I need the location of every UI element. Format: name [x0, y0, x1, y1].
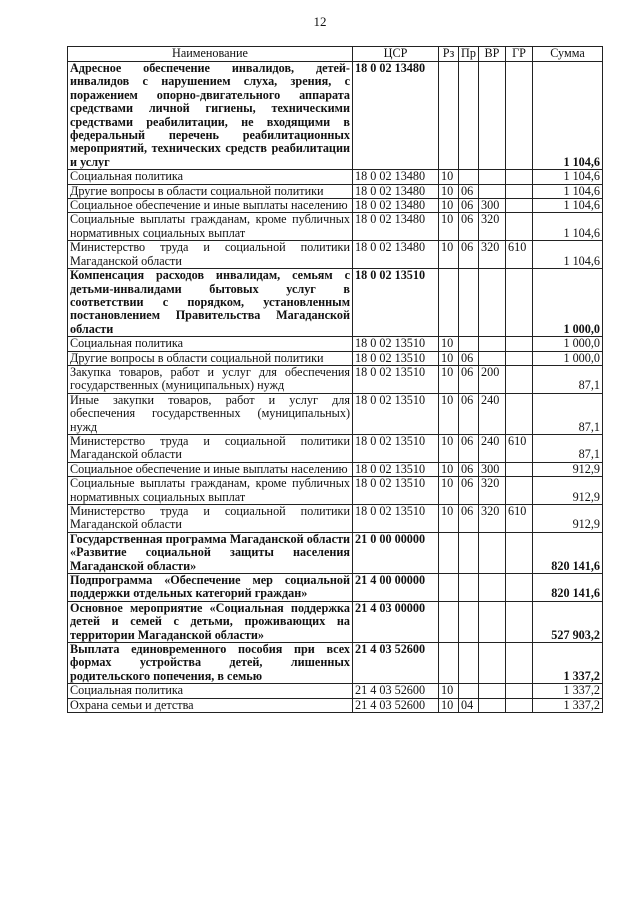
- cell-sum: 1 000,0: [533, 269, 603, 337]
- cell-vr: [479, 62, 506, 170]
- cell-pr: 06: [459, 184, 479, 198]
- cell-name: Закупка товаров, работ и услуг для обеспечения государственных (муниципальных) нужд: [68, 365, 353, 393]
- table-row: [68, 684, 603, 698]
- cell-vr: [479, 684, 506, 698]
- cell-sum: 1 104,6: [533, 199, 603, 213]
- cell-csr: 18 0 02 13480: [353, 184, 439, 198]
- table-row: [68, 532, 603, 573]
- cell-pr: 06: [459, 462, 479, 476]
- cell-gr: [506, 601, 533, 642]
- cell-sum: 1 104,6: [533, 184, 603, 198]
- cell-pr: [459, 170, 479, 184]
- cell-rz: 10: [439, 698, 459, 712]
- cell-gr: [506, 532, 533, 573]
- cell-gr: [506, 462, 533, 476]
- table-row: [68, 698, 603, 712]
- cell-sum: 1 104,6: [533, 62, 603, 170]
- budget-table: [67, 46, 603, 713]
- cell-csr: 18 0 02 13510: [353, 393, 439, 434]
- cell-sum: 1 000,0: [533, 337, 603, 351]
- cell-vr: [479, 698, 506, 712]
- cell-name: Министерство труда и социальной политики Магаданской области: [68, 241, 353, 269]
- cell-csr: 18 0 02 13480: [353, 241, 439, 269]
- cell-gr: [506, 684, 533, 698]
- cell-name: Социальные выплаты гражданам, кроме публичных нормативных социальных выплат: [68, 477, 353, 505]
- cell-vr: [479, 351, 506, 365]
- cell-vr: 200: [479, 365, 506, 393]
- cell-sum: 1 104,6: [533, 170, 603, 184]
- cell-vr: 320: [479, 241, 506, 269]
- cell-csr: 18 0 02 13510: [353, 477, 439, 505]
- cell-pr: 06: [459, 505, 479, 533]
- cell-gr: [506, 62, 533, 170]
- cell-csr: 18 0 02 13510: [353, 434, 439, 462]
- table-row: [68, 365, 603, 393]
- cell-pr: 06: [459, 434, 479, 462]
- cell-rz: 10: [439, 434, 459, 462]
- cell-csr: 21 4 03 00000: [353, 601, 439, 642]
- cell-csr: 21 4 03 52600: [353, 684, 439, 698]
- header-csr: ЦСР: [353, 47, 439, 62]
- cell-pr: [459, 643, 479, 684]
- cell-csr: 18 0 02 13510: [353, 269, 439, 337]
- cell-rz: 10: [439, 199, 459, 213]
- cell-rz: 10: [439, 393, 459, 434]
- cell-pr: 06: [459, 393, 479, 434]
- cell-vr: [479, 574, 506, 602]
- cell-csr: 18 0 02 13480: [353, 213, 439, 241]
- cell-gr: [506, 393, 533, 434]
- table-row: [68, 337, 603, 351]
- cell-name: Социальная политика: [68, 170, 353, 184]
- table-row: [68, 184, 603, 198]
- cell-name: Социальные выплаты гражданам, кроме публичных нормативных социальных выплат: [68, 213, 353, 241]
- cell-gr: [506, 643, 533, 684]
- table-row: [68, 462, 603, 476]
- cell-rz: 10: [439, 365, 459, 393]
- table-row: [68, 170, 603, 184]
- cell-name: Охрана семьи и детства: [68, 698, 353, 712]
- cell-sum: 1 000,0: [533, 351, 603, 365]
- cell-gr: [506, 337, 533, 351]
- cell-name: Компенсация расходов инвалидам, семьям с детьми-инвалидами бытовых услуг в соответствии с порядком, установленным постановлением Правительства Магаданской области: [68, 269, 353, 337]
- cell-vr: [479, 170, 506, 184]
- cell-name: Министерство труда и социальной политики Магаданской области: [68, 434, 353, 462]
- cell-gr: [506, 199, 533, 213]
- cell-csr: 18 0 02 13480: [353, 170, 439, 184]
- cell-pr: [459, 337, 479, 351]
- cell-vr: 240: [479, 393, 506, 434]
- cell-csr: 21 4 00 00000: [353, 574, 439, 602]
- cell-pr: 06: [459, 199, 479, 213]
- cell-csr: 21 4 03 52600: [353, 698, 439, 712]
- cell-gr: [506, 365, 533, 393]
- cell-pr: [459, 532, 479, 573]
- cell-rz: 10: [439, 351, 459, 365]
- cell-pr: [459, 269, 479, 337]
- cell-vr: [479, 184, 506, 198]
- page-number: 12: [313, 14, 327, 29]
- cell-pr: [459, 62, 479, 170]
- cell-vr: [479, 269, 506, 337]
- cell-name: Подпрограмма «Обеспечение мер социальной поддержки отдельных категорий граждан»: [68, 574, 353, 602]
- table-row: [68, 601, 603, 642]
- cell-sum: 87,1: [533, 365, 603, 393]
- table-row: [68, 477, 603, 505]
- cell-vr: 320: [479, 213, 506, 241]
- cell-vr: [479, 532, 506, 573]
- table-row: [68, 62, 603, 170]
- header-gr: ГР: [506, 47, 533, 62]
- cell-pr: 06: [459, 477, 479, 505]
- cell-rz: 10: [439, 170, 459, 184]
- cell-sum: 527 903,2: [533, 601, 603, 642]
- cell-pr: 06: [459, 213, 479, 241]
- cell-name: Основное мероприятие «Социальная поддержка детей и семей с детьми, проживающих на территории Магаданской области»: [68, 601, 353, 642]
- cell-rz: 10: [439, 684, 459, 698]
- table-row: [68, 574, 603, 602]
- cell-rz: [439, 269, 459, 337]
- cell-name: Выплата единовременного пособия при всех формах устройства детей, лишенных родительского попечения, в семью: [68, 643, 353, 684]
- table-row: [68, 505, 603, 533]
- cell-vr: [479, 337, 506, 351]
- cell-pr: 06: [459, 365, 479, 393]
- cell-gr: [506, 269, 533, 337]
- cell-sum: 912,9: [533, 462, 603, 476]
- cell-pr: [459, 601, 479, 642]
- cell-sum: 87,1: [533, 393, 603, 434]
- cell-gr: [506, 213, 533, 241]
- cell-csr: 18 0 02 13480: [353, 62, 439, 170]
- cell-name: Государственная программа Магаданской области «Развитие социальной защиты населения Магаданской области»: [68, 532, 353, 573]
- cell-name: Социальное обеспечение и иные выплаты населению: [68, 199, 353, 213]
- cell-sum: 1 104,6: [533, 213, 603, 241]
- cell-csr: 18 0 02 13510: [353, 351, 439, 365]
- cell-gr: [506, 477, 533, 505]
- cell-csr: 21 4 03 52600: [353, 643, 439, 684]
- cell-csr: 18 0 02 13480: [353, 199, 439, 213]
- cell-name: Другие вопросы в области социальной политики: [68, 184, 353, 198]
- table-row: [68, 393, 603, 434]
- header-rz: Рз: [439, 47, 459, 62]
- header-sum: Сумма: [533, 47, 603, 62]
- cell-vr: 300: [479, 462, 506, 476]
- table-row: [68, 351, 603, 365]
- table-row: [68, 643, 603, 684]
- cell-gr: [506, 170, 533, 184]
- cell-name: Социальное обеспечение и иные выплаты населению: [68, 462, 353, 476]
- cell-pr: 06: [459, 241, 479, 269]
- cell-sum: 912,9: [533, 477, 603, 505]
- cell-pr: [459, 684, 479, 698]
- cell-pr: 06: [459, 351, 479, 365]
- table-row: [68, 241, 603, 269]
- cell-csr: 18 0 02 13510: [353, 365, 439, 393]
- cell-csr: 18 0 02 13510: [353, 337, 439, 351]
- cell-sum: 820 141,6: [533, 574, 603, 602]
- table-row: [68, 213, 603, 241]
- cell-name: Министерство труда и социальной политики Магаданской области: [68, 505, 353, 533]
- cell-vr: [479, 601, 506, 642]
- cell-rz: 10: [439, 477, 459, 505]
- cell-name: Другие вопросы в области социальной политики: [68, 351, 353, 365]
- cell-rz: [439, 574, 459, 602]
- cell-name: Иные закупки товаров, работ и услуг для обеспечения государственных (муниципальных) нужд: [68, 393, 353, 434]
- cell-rz: 10: [439, 462, 459, 476]
- cell-vr: [479, 643, 506, 684]
- table-row: [68, 434, 603, 462]
- table-body: [68, 62, 603, 713]
- cell-gr: 610: [506, 505, 533, 533]
- cell-rz: [439, 62, 459, 170]
- cell-rz: [439, 532, 459, 573]
- cell-rz: 10: [439, 213, 459, 241]
- cell-sum: 87,1: [533, 434, 603, 462]
- cell-pr: [459, 574, 479, 602]
- cell-sum: 820 141,6: [533, 532, 603, 573]
- cell-gr: [506, 184, 533, 198]
- cell-csr: 21 0 00 00000: [353, 532, 439, 573]
- cell-rz: 10: [439, 184, 459, 198]
- cell-rz: 10: [439, 505, 459, 533]
- cell-vr: 300: [479, 199, 506, 213]
- header-vr: ВР: [479, 47, 506, 62]
- cell-vr: 320: [479, 477, 506, 505]
- cell-gr: 610: [506, 241, 533, 269]
- cell-rz: [439, 601, 459, 642]
- cell-sum: 1 337,2: [533, 698, 603, 712]
- cell-vr: 320: [479, 505, 506, 533]
- table-row: [68, 199, 603, 213]
- cell-sum: 1 104,6: [533, 241, 603, 269]
- cell-gr: 610: [506, 434, 533, 462]
- cell-name: Социальная политика: [68, 684, 353, 698]
- cell-rz: [439, 643, 459, 684]
- cell-pr: 04: [459, 698, 479, 712]
- cell-gr: [506, 574, 533, 602]
- cell-name: Социальная политика: [68, 337, 353, 351]
- table-header-row: [68, 47, 603, 62]
- cell-gr: [506, 698, 533, 712]
- cell-sum: 1 337,2: [533, 643, 603, 684]
- header-pr: Пр: [459, 47, 479, 62]
- cell-csr: 18 0 02 13510: [353, 462, 439, 476]
- cell-vr: 240: [479, 434, 506, 462]
- cell-csr: 18 0 02 13510: [353, 505, 439, 533]
- cell-sum: 912,9: [533, 505, 603, 533]
- cell-name: Адресное обеспечение инвалидов, детей-инвалидов с нарушением слуха, зрения, с поражением опорно-двигательного аппарата средствами личной гигиены, техническими средствами реабилитации, не входящими в федеральный перечень реабилитационных мероприятий, технических средств реабилитации и услуг: [68, 62, 353, 170]
- cell-rz: 10: [439, 241, 459, 269]
- cell-gr: [506, 351, 533, 365]
- cell-sum: 1 337,2: [533, 684, 603, 698]
- header-name: Наименование: [68, 47, 353, 62]
- cell-rz: 10: [439, 337, 459, 351]
- table-row: [68, 269, 603, 337]
